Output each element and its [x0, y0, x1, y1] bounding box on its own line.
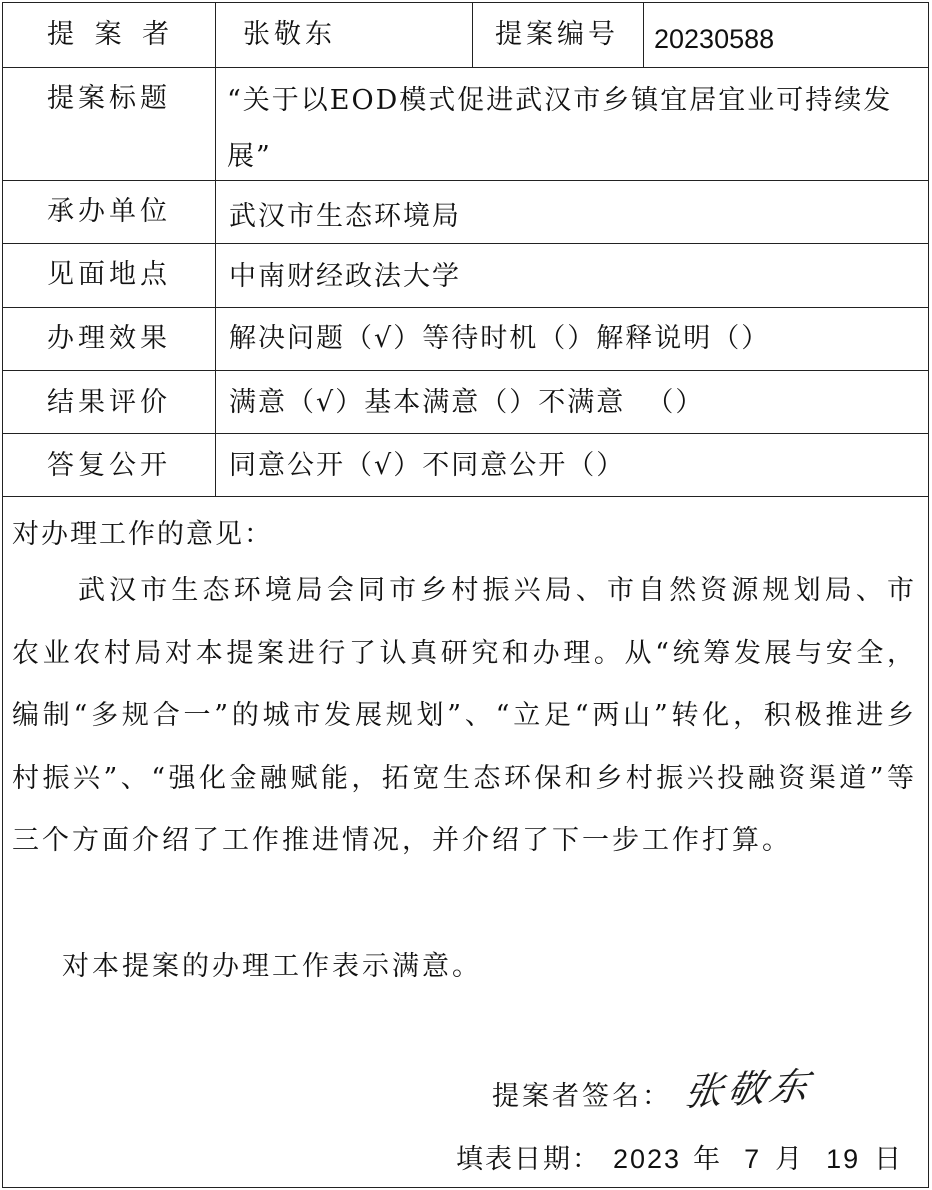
- row-divider: [3, 243, 928, 244]
- column-divider: [472, 3, 473, 67]
- disclosure-value: 同意公开（√）不同意公开（）: [229, 450, 626, 481]
- row-divider: [3, 370, 928, 371]
- effect-label: 办理效果: [47, 323, 171, 354]
- unit-label: 承办单位: [47, 196, 171, 227]
- evaluation-value: 满意（√）基本满意（）不满意 （）: [229, 387, 705, 418]
- date-year-unit: 年: [693, 1144, 723, 1175]
- row-divider: [3, 307, 928, 308]
- opinion-paragraph: 武汉市生态环境局会同市乡村振兴局、市自然资源规划局、市农业农村局对本提案进行了认真研究和办理。从“统筹发展与安全，编制“多规合一”的城市发展规划”、“立足“两山”转化，积极推进乡村振兴”、“强化金融赋能，拓宽生态环保和乡村振兴投融资渠道”等三个方面介绍了工作推进情况，并介绍了下一步工作打算。: [12, 575, 917, 856]
- date-label: 填表日期：: [456, 1144, 601, 1175]
- row-divider: [3, 496, 928, 497]
- date-day-unit: 日: [874, 1144, 904, 1175]
- row-divider: [3, 67, 928, 68]
- location-value: 中南财经政法大学: [229, 261, 461, 292]
- date-month-unit: 月: [775, 1144, 805, 1175]
- disclosure-label: 答复公开: [47, 450, 171, 481]
- proposal-number-label: 提案编号: [495, 19, 619, 50]
- unit-value: 武汉市生态环境局: [229, 201, 461, 232]
- proposer-label: 提 案 者: [47, 19, 176, 50]
- title-label: 提案标题: [47, 83, 171, 114]
- opinion-conclusion: 对本提案的办理工作表示满意。: [62, 951, 482, 982]
- proposal-number-value: 20230588: [654, 24, 775, 54]
- column-divider: [215, 3, 216, 496]
- handwritten-signature: 张敬东: [681, 1063, 816, 1115]
- location-label: 见面地点: [47, 259, 171, 290]
- fill-date: [456, 1137, 903, 1176]
- evaluation-label: 结果评价: [47, 387, 171, 418]
- date-month: 7: [744, 1144, 762, 1174]
- date-day: 19: [826, 1144, 861, 1174]
- signature-label: 提案者签名：: [492, 1081, 672, 1112]
- date-year: 2023: [613, 1144, 682, 1174]
- effect-value: 解决问题（√）等待时机（）解释说明（）: [229, 323, 771, 354]
- title-value: “关于以EOD模式促进武汉市乡镇宜居宜业可持续发展”: [227, 85, 893, 172]
- row-divider: [3, 433, 928, 434]
- opinion-heading: 对办理工作的意见：: [12, 519, 273, 550]
- proposer-name: 张敬东: [243, 19, 336, 50]
- column-divider: [643, 3, 644, 67]
